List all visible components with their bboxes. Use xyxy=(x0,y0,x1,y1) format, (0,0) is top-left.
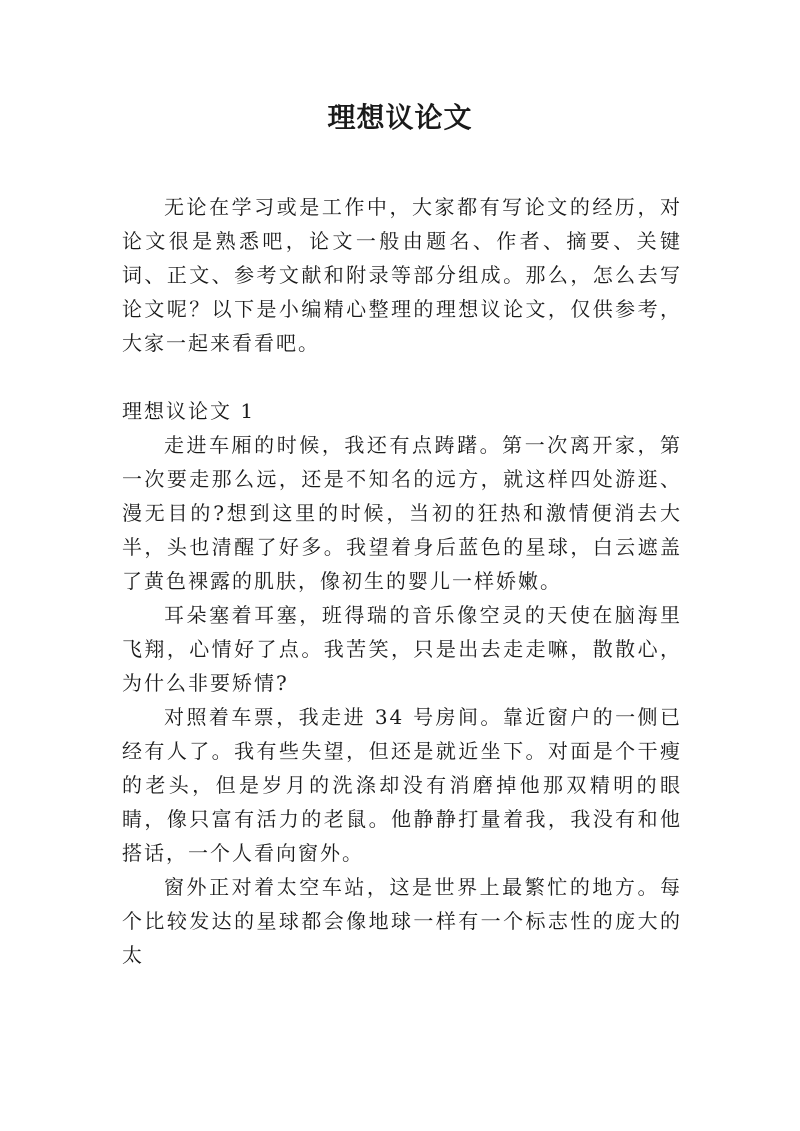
body-paragraph-1: 走进车厢的时候，我还有点踌躇。第一次离开家，第一次要走那么远，还是不知名的远方，就这样四处游逛、漫无目的?想到这里的时候，当初的狂热和激情便消去大半，头也清醒了好多。我望着身后蓝色的星球，白云遮盖了黄色裸露的肌肤，像初生的婴儿一样娇嫩。 xyxy=(122,433,682,593)
body-paragraph-4: 窗外正对着太空车站，这是世界上最繁忙的地方。每个比较发达的星球都会像地球一样有一个标志性的庞大的太 xyxy=(122,875,682,967)
body-paragraph-3: 对照着车票，我走进 34 号房间。靠近窗户的一侧已经有人了。我有些失望，但还是就近坐下。对面是个干瘦的老头，但是岁月的洗涤却没有消磨掉他那双精明的眼睛，像只富有活力的老鼠。他静静打量着我，我没有和他搭话，一个人看向窗外。 xyxy=(122,705,682,865)
body-paragraph-2: 耳朵塞着耳塞，班得瑞的音乐像空灵的天使在脑海里飞翔，心情好了点。我苦笑，只是出去走走嘛，散散心，为什么非要矫情? xyxy=(122,603,682,695)
document-title: 理想议论文 xyxy=(327,101,473,134)
section-heading: 理想议论文 1 xyxy=(122,399,256,423)
intro-paragraph: 无论在学习或是工作中，大家都有写论文的经历，对论文很是熟悉吧，论文一般由题名、作者、摘要、关键词、正文、参考文献和附录等部分组成。那么，怎么去写论文呢？以下是小编精心整理的理想议论文，仅供参考，大家一起来看看吧。 xyxy=(122,195,682,355)
document-body xyxy=(122,190,682,972)
